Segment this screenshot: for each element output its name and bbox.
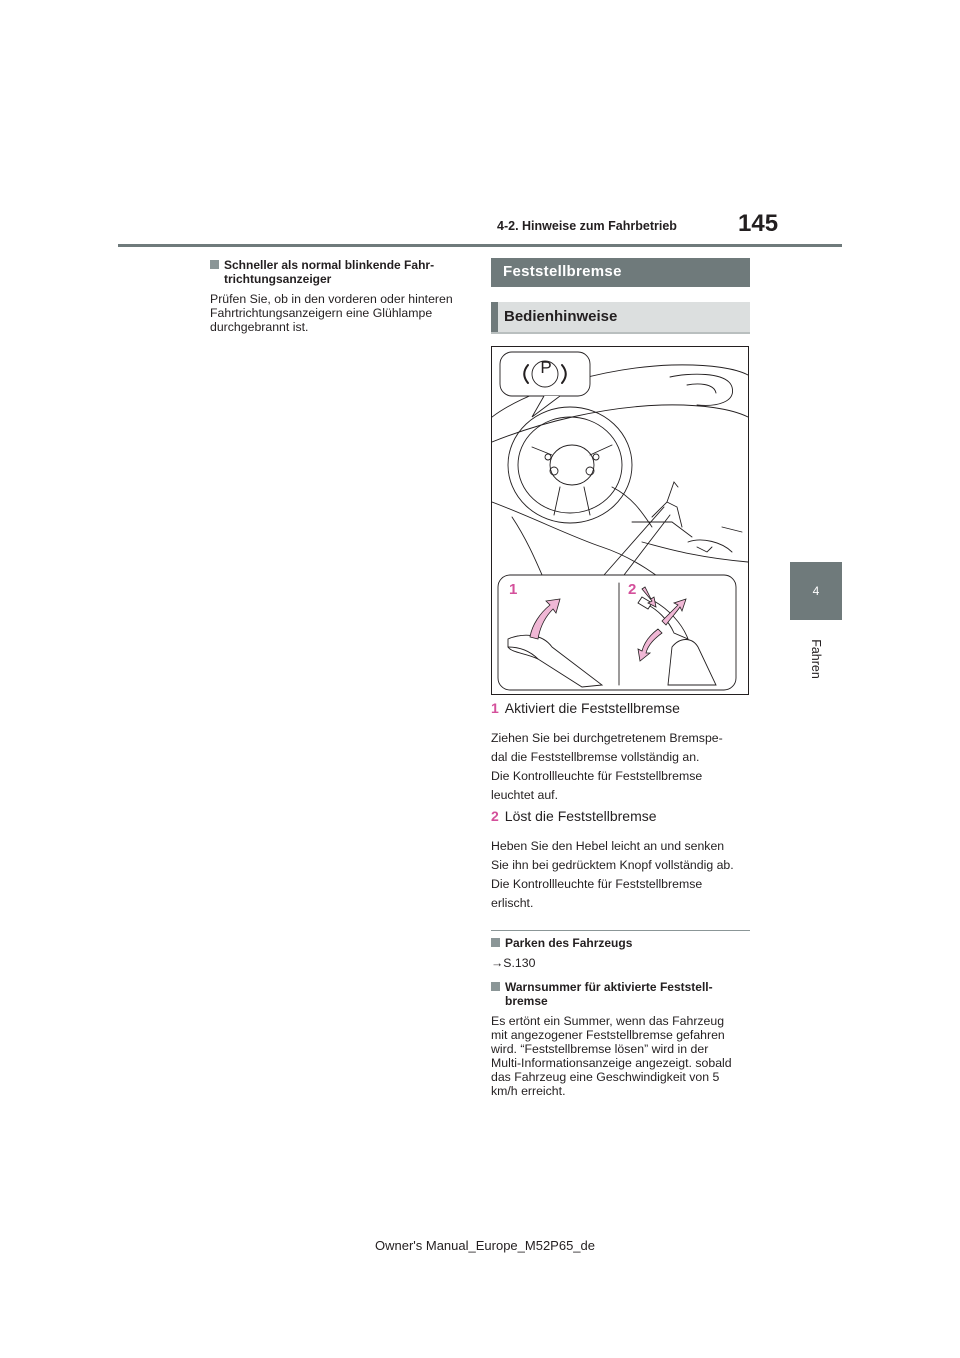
note-subhead: Schneller als normal blinkende Fahr- trichtungsanzeiger bbox=[210, 258, 472, 286]
left-note bbox=[210, 258, 472, 334]
section-title: 4-2. Hinweise zum Fahrbetrieb bbox=[497, 219, 677, 233]
item-2: 2 Löst die Feststellbremse Heben Sie den Hebel leicht an und senken Sie ihn bei gedrücktem Knopf vollständig ab. Die Kontrollleuchte für Feststellbremse erlischt. bbox=[491, 808, 750, 910]
chapter-tab: 4 bbox=[790, 562, 842, 620]
item-heading: 1 Aktiviert die Feststellbremse bbox=[491, 700, 680, 716]
note-warning-buzzer: Warnsummer für aktivierte Feststell- bremse Es ertönt ein Summer, wenn das Fahrzeug mit angezogener Feststellbremse gefahren wird. “Feststellbremse lösen” wird in der Multi-Informationsanzeige angezeigt. sobald das Fahrzeug eine Geschwindigkeit von 5 km/h erreicht. bbox=[491, 980, 732, 1098]
page-number: 145 bbox=[738, 210, 779, 237]
section-banner: Feststellbremse bbox=[491, 258, 750, 287]
figure-label-1: 1 bbox=[509, 581, 518, 598]
footer: Owner's Manual_Europe_M52P65_de bbox=[374, 1238, 595, 1253]
item-1: 1 Aktiviert die Feststellbremse Ziehen Sie bei durchgetretenem Bremspe- dal die Feststellbremse vollständig an. Die Kontrollleuchte für Feststellbremse leuchtet auf. bbox=[491, 700, 750, 802]
square-bullet-icon bbox=[210, 260, 219, 269]
cross-reference: →S.130 bbox=[491, 956, 536, 970]
section-divider bbox=[491, 930, 750, 931]
figure-label-2: 2 bbox=[628, 581, 637, 598]
chapter-title: Fahren bbox=[809, 639, 823, 679]
header-rule bbox=[118, 244, 842, 247]
parking-brake-indicator-icon: P bbox=[540, 358, 552, 377]
subsection-banner: Bedienhinweise bbox=[491, 302, 750, 332]
parking-brake-illustration bbox=[491, 346, 749, 695]
square-bullet-icon bbox=[491, 938, 500, 947]
note-text: Prüfen Sie, ob in den vorderen oder hinteren Fahrtrichtungsanzeigern eine Glühlampe durchgebrannt ist. bbox=[210, 292, 453, 334]
square-bullet-icon bbox=[491, 982, 500, 991]
note-parking: Parken des Fahrzeugs →S.130 bbox=[491, 936, 750, 970]
item-heading: 2 Löst die Feststellbremse bbox=[491, 808, 657, 824]
illustration-svg bbox=[492, 347, 748, 694]
